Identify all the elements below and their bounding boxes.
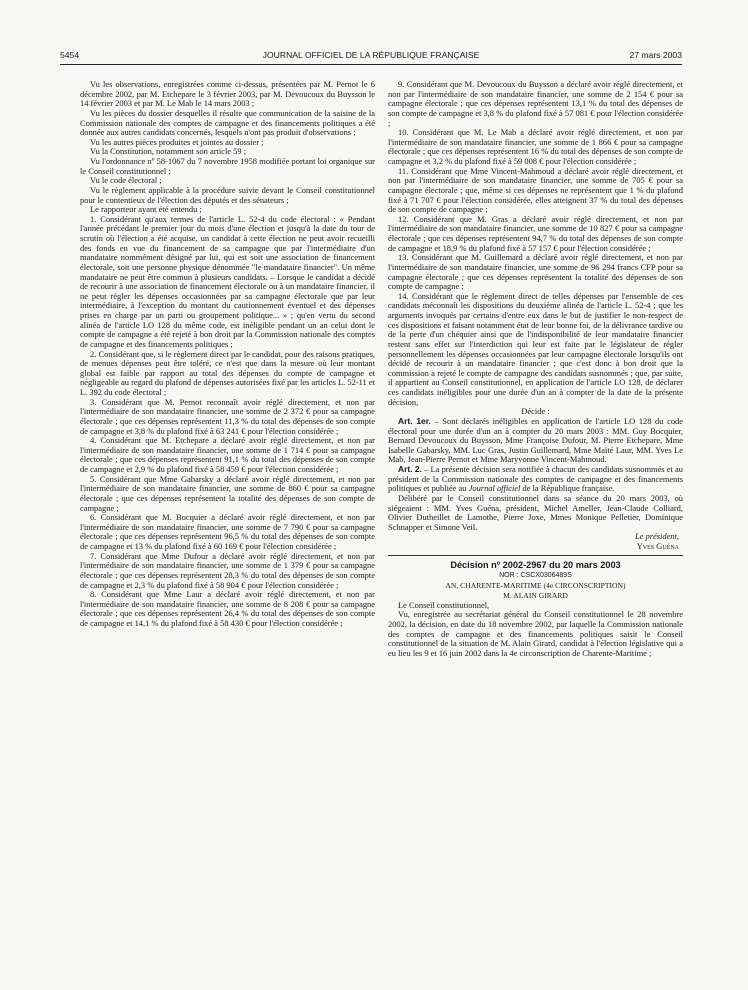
candidate-name: M. ALAIN GIRARD [503, 590, 568, 600]
decision-separator [388, 555, 683, 556]
paragraph: 14. Considérant que le règlement direct de telles dépenses par l'ensemble de ces candidats méconnaît les dispositions du deuxième alinéa de l'article L. 52-4 ; que les arguments invoqués par certains d'entre eux dans le but de justifier le non-respect de ces dispositions et faisant notamment état de leur bonne foi, de la délivrance tardive ou de la perte d'un chéquier ainsi que de l'indisponibilité de leur mandataire financier restent sans effet sur l'interdiction qui leur est faite par le législateur de régler personnellement les dépenses occasionnées par leur campagne électorale lorsqu'ils ont décidé de recourir à un mandataire financier ; que c'est donc à bon droit que la commission a rejeté le compte de campagne des candidats susnommés ; que, par suite, il appartient au Conseil constitutionnel, en application de l'article LO 128, de déclarer ces candidats inéligibles pour une durée d'un an à compter de la date de la présente décision, [388, 290, 683, 407]
paragraph: 9. Considérant que M. Devoucoux du Buysson a déclaré avoir réglé directement, et non par l'intermédiaire de son mandataire financier, une somme de 2 154 € pour sa campagne électorale ; que ces dépenses représentent 13,1 % du total des dépenses de son compte de campagne et 3,8 % du plafond fixé à 57 081 € pour l'élection considérée ; [388, 79, 683, 128]
paragraph: Vu les pièces du dossier desquelles il résulte que communication de la saisine de la Commission nationale des comptes de campagne et des financements politiques a été donnée aux autres candidats concernés, lesquels n'ont pas produit d'observations ; [80, 107, 375, 138]
paragraph: 4. Considérant que M. Etchepare a déclaré avoir réglé directement, et non par l'intermédiaire de son mandataire financier, une somme de 1 714 € pour sa campagne électorale ; que ces dépenses représentent 91,1 % du total des dépenses de son compte de campagne et 2,9 % du plafond fixé à 58 459 € pour l'élection considérée ; [80, 435, 375, 474]
header-rule [60, 64, 682, 65]
paragraph: Vu le code électoral ; [90, 175, 162, 186]
paragraph: 1. Considérant qu'aux termes de l'article L. 52-4 du code électoral : « Pendant l'année précédant le premier jour du mois d'une élection et jusqu'à la date du tour de scrutin où l'élection a été acquise, un candidat à cette élection ne peut avoir recueilli des fonds en vue du financement de sa campagne que par l'intermédiaire d'un mandataire nommément désigné par lui, qui est soit une association de financement électorale, soit une personne physique dénommée "le mandataire financier". Un même mandataire ne peut être commun à plusieurs candidats. – Lorsque le candidat a décidé de recourir à une association de financement électorale ou à un mandataire financier, il ne peut régler les dépenses occasionnées par sa campagne électorale que par leur intermédiaire, à l'exception du montant du cautionnement éventuel et des dépenses prises en charge par un parti ou groupement politique... » ; qu'en vertu du second alinéa de l'article LO 128 du même code, est inéligible pendant un an celui dont le compte de campagne a été rejeté à bon droit par la Commission nationale des comptes de campagne et des financements politiques ; [80, 213, 375, 349]
paragraph: 13. Considérant que M. Guillemard a déclaré avoir réglé directement, et non par l'intermédiaire de son mandataire financier, une somme de 96 294 francs CFP pour sa campagne électorale ; que ces dépenses représentent la totalité des dépenses de son compte de campagne ; [388, 252, 683, 292]
paragraph: Vu les autres pièces produites et jointes au dossier ; [90, 136, 264, 147]
article-1-label: Art. 1er. [398, 415, 431, 426]
article-1-text: – Sont déclarés inéligibles en application de l'article LO 128 du code électoral pour une durée d'un an à compter du 20 mars 2003 : MM. Guy Bocquier, Bernard Devoucoux du Buysson, Mme Françoise Dufour, M. Pierre Etchepare, Mme Isabelle Gabarsky, MM. Luc Gras, Justin Guillemard, Mme Maïté Laur, MM. Yves Le Mab, Jean-Pierre Pernot et Mme Maryvonne Vincent-Mahmoud. [388, 415, 684, 465]
paragraph: 2. Considérant que, si le règlement direct par le candidat, pour des raisons pratiques, de menues dépenses peut être toléré, ce n'est que dans la mesure où leur montant global est faible par rapport au total des dépenses du compte de campagne et négligeable au regard du plafond de dépenses autorisées fixé par les articles L. 52-11 et L. 392 du code électoral ; [80, 348, 375, 397]
paragraph: 7. Considérant que Mme Dufour a déclaré avoir réglé directement, et non par l'intermédiaire de son mandataire financier, une somme de 1 379 € pour sa campagne électorale ; que ces dépenses représentent 28,3 % du total des dépenses de son compte de campagne et 2,3 % du plafond fixé à 58 904 € pour l'élection considérée ; [80, 550, 375, 590]
article-2-label: Art. 2. [398, 464, 422, 474]
decide-heading: Décide : [521, 406, 550, 417]
signature-name: Yves Guéna [636, 541, 679, 551]
publication-date: 27 mars 2003 [629, 50, 682, 60]
paragraph: 6. Considérant que M. Bocquier a déclaré avoir réglé directement, et non par l'intermédiaire de son mandataire financier, une somme de 7 790 € pour sa campagne électorale ; que ces dépenses représentent 96,5 % du total des dépenses de son compte de campagne et 13 % du plafond fixé à 60 169 € pour l'élection considérée ; [80, 512, 375, 551]
paragraph: Le Conseil constitutionnel, [398, 599, 490, 610]
paragraph: 11. Considérant que Mme Vincent-Mahmoud a déclaré avoir réglé directement, et non par l'intermédiaire de son mandataire financier, une somme de 705 € pour sa campagne électorale ; que, même si ces dépenses ne représentent que 1 % du plafond fixé à 71 707 € pour l'élection considérée, elles atteignent 37 % du total des dépenses de son compte de campagne ; [388, 165, 683, 215]
nor-reference: NOR : CSCX0306489S [499, 571, 572, 579]
signature-role: Le président, [634, 531, 679, 542]
page-header [60, 50, 682, 64]
paragraph: 8. Considérant que Mme Laur a déclaré avoir réglé directement, et non par l'intermédiaire de son mandataire financier, une somme de 8 208 € pour sa campagne électorale ; que ces dépenses représentent 26,4 % du total des dépenses de son compte de campagne et 14,1 % du plafond fixé à 58 430 € pour l'élection considérée ; [80, 589, 375, 628]
deliberation: Délibéré par le Conseil constitutionnel dans sa séance du 20 mars 2003, où siégeaient : MM. Yves Guéna, président, Michel Ameller, Jean-Claude Colliard, Olivier Dutheillet de Lamothe, Pierre Joxe, Mmes Monique Pelletier, Dominique Schnapper et Simone Veil. [388, 492, 683, 532]
paragraph: Le rapporteur ayant été entendu ; [90, 204, 202, 215]
paragraph: 10. Considérant que M. Le Mab a déclaré avoir réglé directement, et non par l'intermédiaire de son mandataire financier, une somme de 1 866 € pour sa campagne électorale ; que ces dépenses représentent 16 % du total des dépenses de son compte de campagne et 3,2 % du plafond fixé à 59 008 € pour l'élection considérée ; [388, 127, 683, 166]
decision-title: Décision nº 2002-2967 du 20 mars 2003 [450, 559, 621, 570]
paragraph: Vu la Constitution, notamment son article 59 ; [90, 146, 247, 157]
circonscription: AN, CHARENTE-MARITIME (4e CIRCONSCRIPTION) [445, 580, 626, 590]
paragraph: 12. Considérant que M. Gras a déclaré avoir réglé directement, et non par l'intermédiaire de son mandataire financier, une somme de 10 827 € pour sa campagne électorale ; que ces dépenses représentent 94,7 % du total des dépenses de son compte de campagne et 18,9 % du plafond fixé à 57 157 € pour l'élection considérée ; [388, 213, 683, 253]
journal-officiel-italic: Journal officiel [468, 483, 521, 494]
paragraph: Vu le règlement applicable à la procédure suivie devant le Conseil constitutionnel pour le contentieux de l'élection des députés et des sénateurs ; [80, 184, 375, 205]
article-2-text: – La présente décision sera notifiée à chacun des candidats susnommés et au président de la Commission nationale des comptes de campagne et des financements politiques et publiée au [388, 464, 683, 494]
right-column [388, 80, 683, 658]
page-number: 5454 [60, 50, 80, 60]
paragraph: Vu l'ordonnance nº 58-1067 du 7 novembre 1958 modifiée portant loi organique sur le Conseil constitutionnel ; [80, 156, 375, 176]
paragraph: Vu les observations, enregistrées comme ci-dessus, présentées par M. Pernot le 6 décembre 2002, par M. Etchepare le 3 février 2003, par M. Devoucoux du Buysson le 14 février 2003 et par M. Le Mab le 14 mars 2003 ; [80, 79, 375, 109]
paragraph: 5. Considérant que Mme Gabarsky a déclaré avoir réglé directement, et non par l'intermédiaire de son mandataire financier, une somme de 860 € pour sa campagne électorale ; que ces dépenses représentent la totalité des dépenses de son compte de campagne ; [80, 473, 375, 513]
article-1 [388, 417, 683, 465]
article-2-text-end: de la République française. [520, 483, 615, 494]
left-column [80, 80, 375, 629]
journal-title: JOURNAL OFFICIEL DE LA RÉPUBLIQUE FRANÇAISE [262, 50, 480, 60]
article-2 [388, 465, 683, 494]
paragraph: 3. Considérant que M. Pernot reconnaît avoir réglé directement, et non par l'intermédiaire de son mandataire financier, une somme de 2 372 € pour sa campagne électorale ; que ces dépenses représentent 11,3 % du total des dépenses de son compte de campagne et 3,8 % du plafond fixé à 63 241 € pour l'élection considérée ; [80, 396, 375, 436]
paragraph: Vu, enregistrée au secrétariat général du Conseil constitutionnel le 28 novembre 2002, la décision, en date du 18 novembre 2002, par laquelle la Commission nationale des comptes de campagne et des financements politiques saisit le Conseil constitutionnel de la situation de M. Alain Girard, candidat à l'élection législative qui a eu lieu les 9 et 16 juin 2002 dans la 4e circonscription de Charente-Maritime ; [388, 609, 683, 658]
